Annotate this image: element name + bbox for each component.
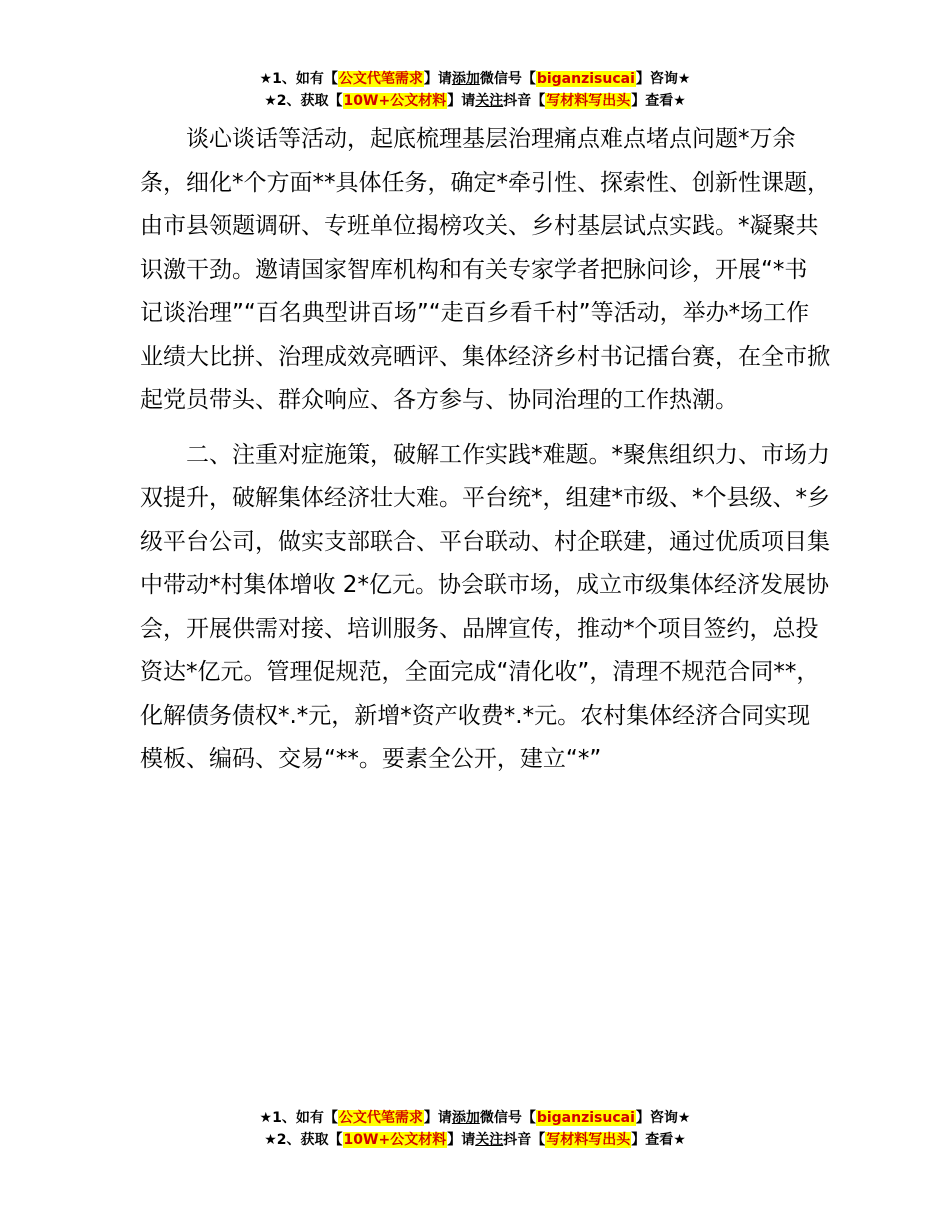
footer-promo-banner xyxy=(0,1107,950,1151)
star-icon: ★ xyxy=(264,93,277,109)
star-icon: ★ xyxy=(264,1132,277,1148)
promo-wechat-id: biganzisucai xyxy=(536,71,635,87)
promo-line-1: ★1、如有【公文代笔需求】请添加微信号【biganzisucai】咨询★ xyxy=(259,71,691,87)
header-promo-banner xyxy=(0,68,950,112)
promo-highlight: 10W+公文材料 xyxy=(343,1132,447,1148)
star-icon: ★ xyxy=(673,93,686,109)
paragraph-1: 谈心谈话等活动，起底梳理基层治理痛点难点堵点问题*万余条，细化*个方面**具体任务，确定*牵引性、探索性、创新性课题，由市县领题调研、专班单位揭榜攻关、乡村基层试点实践。*凝聚共识激干劲。邀请国家智库机构和有关专家学者把脉问诊，开展“*书记谈治理”“百名典型讲百场”“走百乡看千村”等活动，举办*场工作业绩大比拼、治理成效亮晒评、集体经济乡村书记擂台赛，在全市掀起党员带头、群众响应、各方参与、协同治理的工作热潮。 xyxy=(140,126,830,413)
promo-line-2: ★2、获取【10W+公文材料】请关注抖音【写材料写出头】查看★ xyxy=(264,1132,686,1148)
promo-douyin-account: 写材料写出头 xyxy=(546,93,631,109)
document-body xyxy=(140,118,830,782)
star-icon: ★ xyxy=(259,71,273,87)
star-icon: ★ xyxy=(677,1110,691,1126)
promo-highlight: 10W+公文材料 xyxy=(343,93,447,109)
star-icon: ★ xyxy=(259,1110,273,1126)
promo-highlight: 公文代笔需求 xyxy=(338,71,423,87)
paragraph-2: 二、注重对症施策，破解工作实践*难题。*聚焦组织力、市场力双提升，破解集体经济壮大难。平台统*，组建*市级、*个县级、*乡级平台公司，做实支部联合、平台联动、村企联建，通过优质项目集中带动*村集体增收 2*亿元。协会联市场，成立市级集体经济发展协会，开展供需对接、培训服务、品牌宣传，推动*个项目签约，总投资达*亿元。管理促规范，全面完成“清化收”，清理不规范合同**，化解债务债权*.*元，新增*资产收费*.*元。农村集体经济合同实现模板、编码、交易“**。要素全公开，建立“*” xyxy=(140,441,830,772)
promo-wechat-id: biganzisucai xyxy=(536,1110,635,1126)
star-icon: ★ xyxy=(677,71,691,87)
star-icon: ★ xyxy=(673,1132,686,1148)
promo-line-1: ★1、如有【公文代笔需求】请添加微信号【biganzisucai】咨询★ xyxy=(259,1110,691,1126)
promo-line-2: ★2、获取【10W+公文材料】请关注抖音【写材料写出头】查看★ xyxy=(264,93,686,109)
promo-douyin-account: 写材料写出头 xyxy=(546,1132,631,1148)
promo-highlight: 公文代笔需求 xyxy=(338,1110,423,1126)
